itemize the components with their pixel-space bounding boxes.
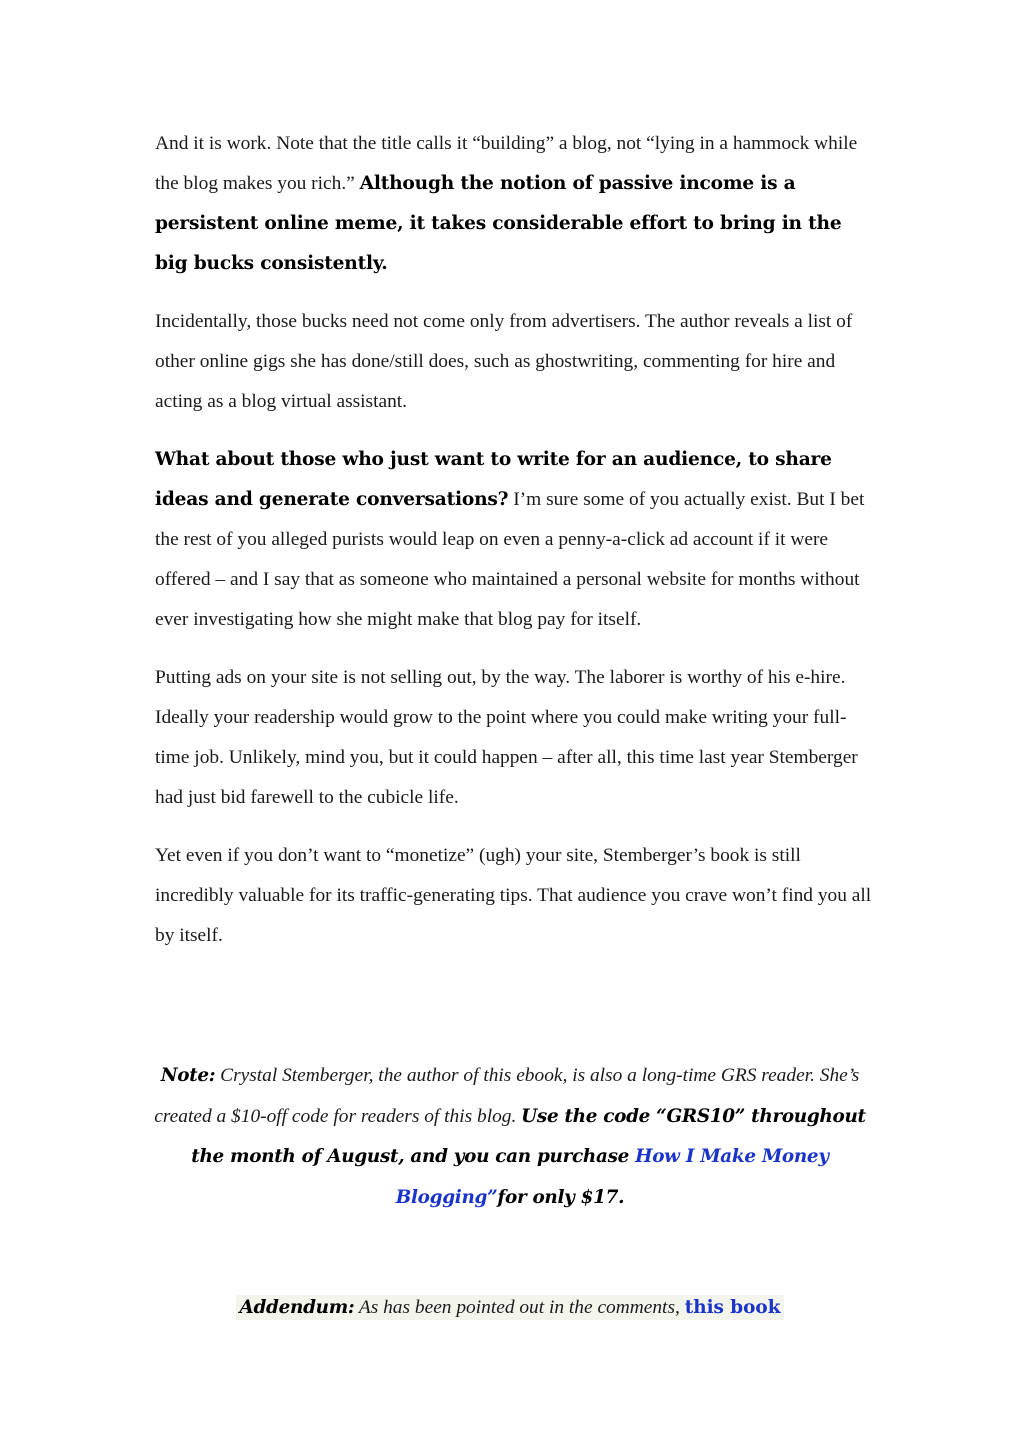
paragraph-text: I’m sure some of you actually exist. But I bet the rest of you alleged purists would leap on even a penny-a-click ad account if it were offered – and I say that as someone who maintained a personal website for months without ever investigating how she might make that blog pay for itself.	[155, 489, 865, 630]
document-page	[155, 124, 875, 1328]
bold-passage: What about those who just want to write for an audience, to share ideas and generate conversations?	[155, 449, 832, 510]
paragraph-work	[155, 124, 875, 284]
note-price-text: for only $17.	[497, 1186, 625, 1208]
note-code-text: Use the code “GRS10” throughout the month of August, and you can purchase	[191, 1105, 866, 1167]
paragraph-text: And it is work. Note that the title calls it “building” a blog, not “lying in a hammock while the blog makes you rich.”	[155, 133, 858, 194]
note-label: Note:	[160, 1065, 216, 1086]
bold-passage: Although the notion of passive income is a persistent online meme, it takes considerable effort to bring in the big bucks consistently.	[155, 173, 842, 274]
addendum-label: Addendum:	[239, 1297, 355, 1318]
this-book-link[interactable]: this book	[684, 1297, 781, 1318]
addendum-block	[150, 1288, 870, 1328]
paragraph-text: Incidentally, those bucks need not come only from advertisers. The author reveals a list of other online gigs she has done/still does, such as ghostwriting, commenting for hire and acting as a blog virtual assistant.	[155, 311, 853, 412]
paragraph-text: Yet even if you don’t want to “monetize” (ugh) your site, Stemberger’s book is still incredibly valuable for its traffic-generating tips. That audience you crave won’t find you all by itself.	[155, 845, 872, 946]
paragraph-ads	[155, 658, 875, 818]
book-link[interactable]: How I Make Money Blogging”	[395, 1146, 829, 1208]
paragraph-monetize	[155, 836, 875, 956]
addendum-highlight	[236, 1295, 785, 1320]
note-text: Crystal Stemberger, the author of this ebook, is also a long-time GRS reader. She’s created a $10-off code for readers of this blog.	[154, 1065, 860, 1127]
paragraph-bucks	[155, 302, 875, 422]
note-block	[150, 1056, 870, 1218]
addendum-text: As has been pointed out in the comments,	[354, 1297, 685, 1318]
paragraph-audience	[155, 440, 875, 640]
paragraph-text: Putting ads on your site is not selling out, by the way. The laborer is worthy of his e-hire. Ideally your readership would grow to the point where you could make writing your full-time job. Unlikely, mind you, but it could happen – after all, this time last year Stemberger had just bid farewell to the cubicle life.	[155, 667, 858, 808]
